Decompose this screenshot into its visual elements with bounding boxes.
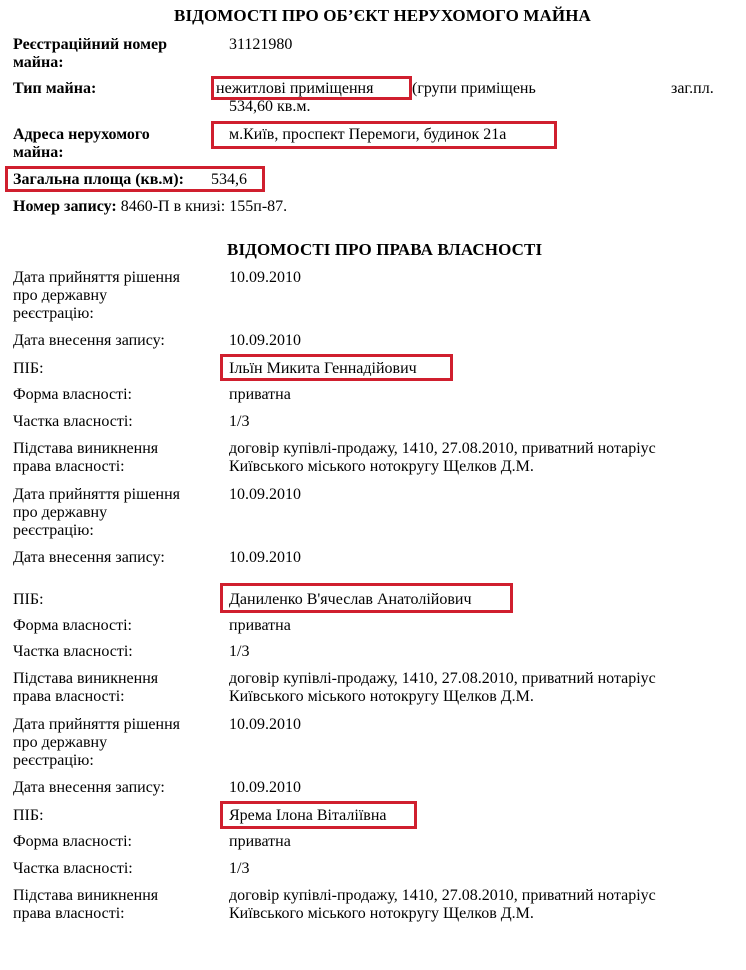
ownership-form-label: Форма власності:: [13, 833, 132, 850]
ownership-basis-value-line2: Київського міського нотокругу Щелков Д.М.: [229, 458, 534, 475]
ownership-share-value: 1/3: [229, 413, 250, 430]
ownership-basis-value-line2: Київського міського нотокругу Щелков Д.М.: [229, 688, 534, 705]
address-value: м.Київ, проспект Перемоги, будинок 21а: [229, 126, 507, 143]
entry-date-label: Дата внесення запису:: [13, 332, 165, 349]
ownership-form-value: приватна: [229, 833, 291, 850]
address-label-line1: Адреса нерухомого: [13, 126, 150, 143]
ownership-form-value: приватна: [229, 386, 291, 403]
ownership-share-label: Частка власності:: [13, 860, 133, 877]
entry-date-value: 10.09.2010: [229, 549, 301, 566]
ownership-share-value: 1/3: [229, 860, 250, 877]
reg-number-value: 31121980: [229, 36, 293, 53]
decision-date-label-line1: Дата прийняття рішення: [13, 269, 180, 286]
property-type-group: (групи приміщень: [412, 80, 536, 97]
total-area-value: 534,6: [211, 171, 247, 188]
decision-date-label-line2: про державну: [13, 287, 108, 304]
ownership-basis-label-line2: права власності:: [13, 458, 125, 475]
ownership-form-value: приватна: [229, 617, 291, 634]
property-type-total-label: заг.пл.: [671, 80, 714, 97]
ownership-share-label: Частка власності:: [13, 643, 133, 660]
decision-date-value: 10.09.2010: [229, 269, 301, 286]
record-number: [13, 198, 287, 216]
highlight-box-total-area: [5, 166, 265, 192]
owner-name-label: ПІБ:: [13, 360, 44, 377]
owner-name-label: ПІБ:: [13, 807, 44, 824]
ownership-form-label: Форма власності:: [13, 386, 132, 403]
property-type-label: Тип майна:: [13, 80, 97, 97]
ownership-basis-value-line1: договір купівлі-продажу, 1410, 27.08.2010, приватний нотаріус: [229, 887, 656, 904]
decision-date-value: 10.09.2010: [229, 716, 301, 733]
record-number-value: 8460-П в книзі: 155п-87.: [120, 198, 288, 215]
ownership-share-value: 1/3: [229, 643, 250, 660]
ownership-form-label: Форма власності:: [13, 617, 132, 634]
reg-number-label-line1: Реєстраційний номер: [13, 36, 167, 53]
ownership-basis-label-line1: Підстава виникнення: [13, 670, 159, 687]
owner-name-value: Даниленко В'ячеслав Анатолійович: [229, 591, 472, 608]
decision-date-label-line2: про державну: [13, 734, 108, 751]
property-type-value: нежитлові приміщення: [216, 80, 374, 97]
entry-date-value: 10.09.2010: [229, 779, 301, 796]
decision-date-label-line1: Дата прийняття рішення: [13, 716, 180, 733]
object-heading: ВІДОМОСТІ ПРО ОБ’ЄКТ НЕРУХОМОГО МАЙНА: [174, 6, 591, 25]
ownership-basis-label-line2: права власності:: [13, 688, 125, 705]
property-type-area: 534,60 кв.м.: [229, 98, 311, 115]
highlight-box-address: [211, 121, 557, 149]
ownership-basis-value-line2: Київського міського нотокругу Щелков Д.М.: [229, 905, 534, 922]
reg-number-label-line2: майна:: [13, 54, 64, 71]
entry-date-value: 10.09.2010: [229, 332, 301, 349]
decision-date-value: 10.09.2010: [229, 486, 301, 503]
decision-date-label-line3: реєстрацію:: [13, 522, 94, 539]
owner-name-value: Ільїн Микита Геннадійович: [229, 360, 417, 377]
decision-date-label-line3: реєстрацію:: [13, 305, 94, 322]
owner-name-value: Ярема Ілона Віталіївна: [229, 807, 387, 824]
ownership-basis-value-line1: договір купівлі-продажу, 1410, 27.08.2010, приватний нотаріус: [229, 440, 656, 457]
decision-date-label-line2: про державну: [13, 504, 108, 521]
highlight-box-owner-2: [220, 583, 513, 613]
highlight-box-property-type: [211, 76, 412, 100]
address-label-line2: майна:: [13, 144, 64, 161]
entry-date-label: Дата внесення запису:: [13, 549, 165, 566]
rights-heading: ВІДОМОСТІ ПРО ПРАВА ВЛАСНОСТІ: [227, 240, 543, 259]
highlight-box-owner-1: [220, 354, 453, 381]
ownership-share-label: Частка власності:: [13, 413, 133, 430]
decision-date-label-line3: реєстрацію:: [13, 752, 94, 769]
ownership-basis-label-line1: Підстава виникнення: [13, 887, 159, 904]
decision-date-label-line1: Дата прийняття рішення: [13, 486, 180, 503]
ownership-basis-label-line2: права власності:: [13, 905, 125, 922]
owner-name-label: ПІБ:: [13, 591, 44, 608]
entry-date-label: Дата внесення запису:: [13, 779, 165, 796]
highlight-box-owner-3: [220, 801, 417, 829]
ownership-basis-value-line1: договір купівлі-продажу, 1410, 27.08.2010, приватний нотаріус: [229, 670, 656, 687]
ownership-basis-label-line1: Підстава виникнення: [13, 440, 159, 457]
total-area-label: Загальна площа (кв.м):: [13, 171, 184, 188]
record-number-label: Номер запису:: [13, 198, 117, 215]
